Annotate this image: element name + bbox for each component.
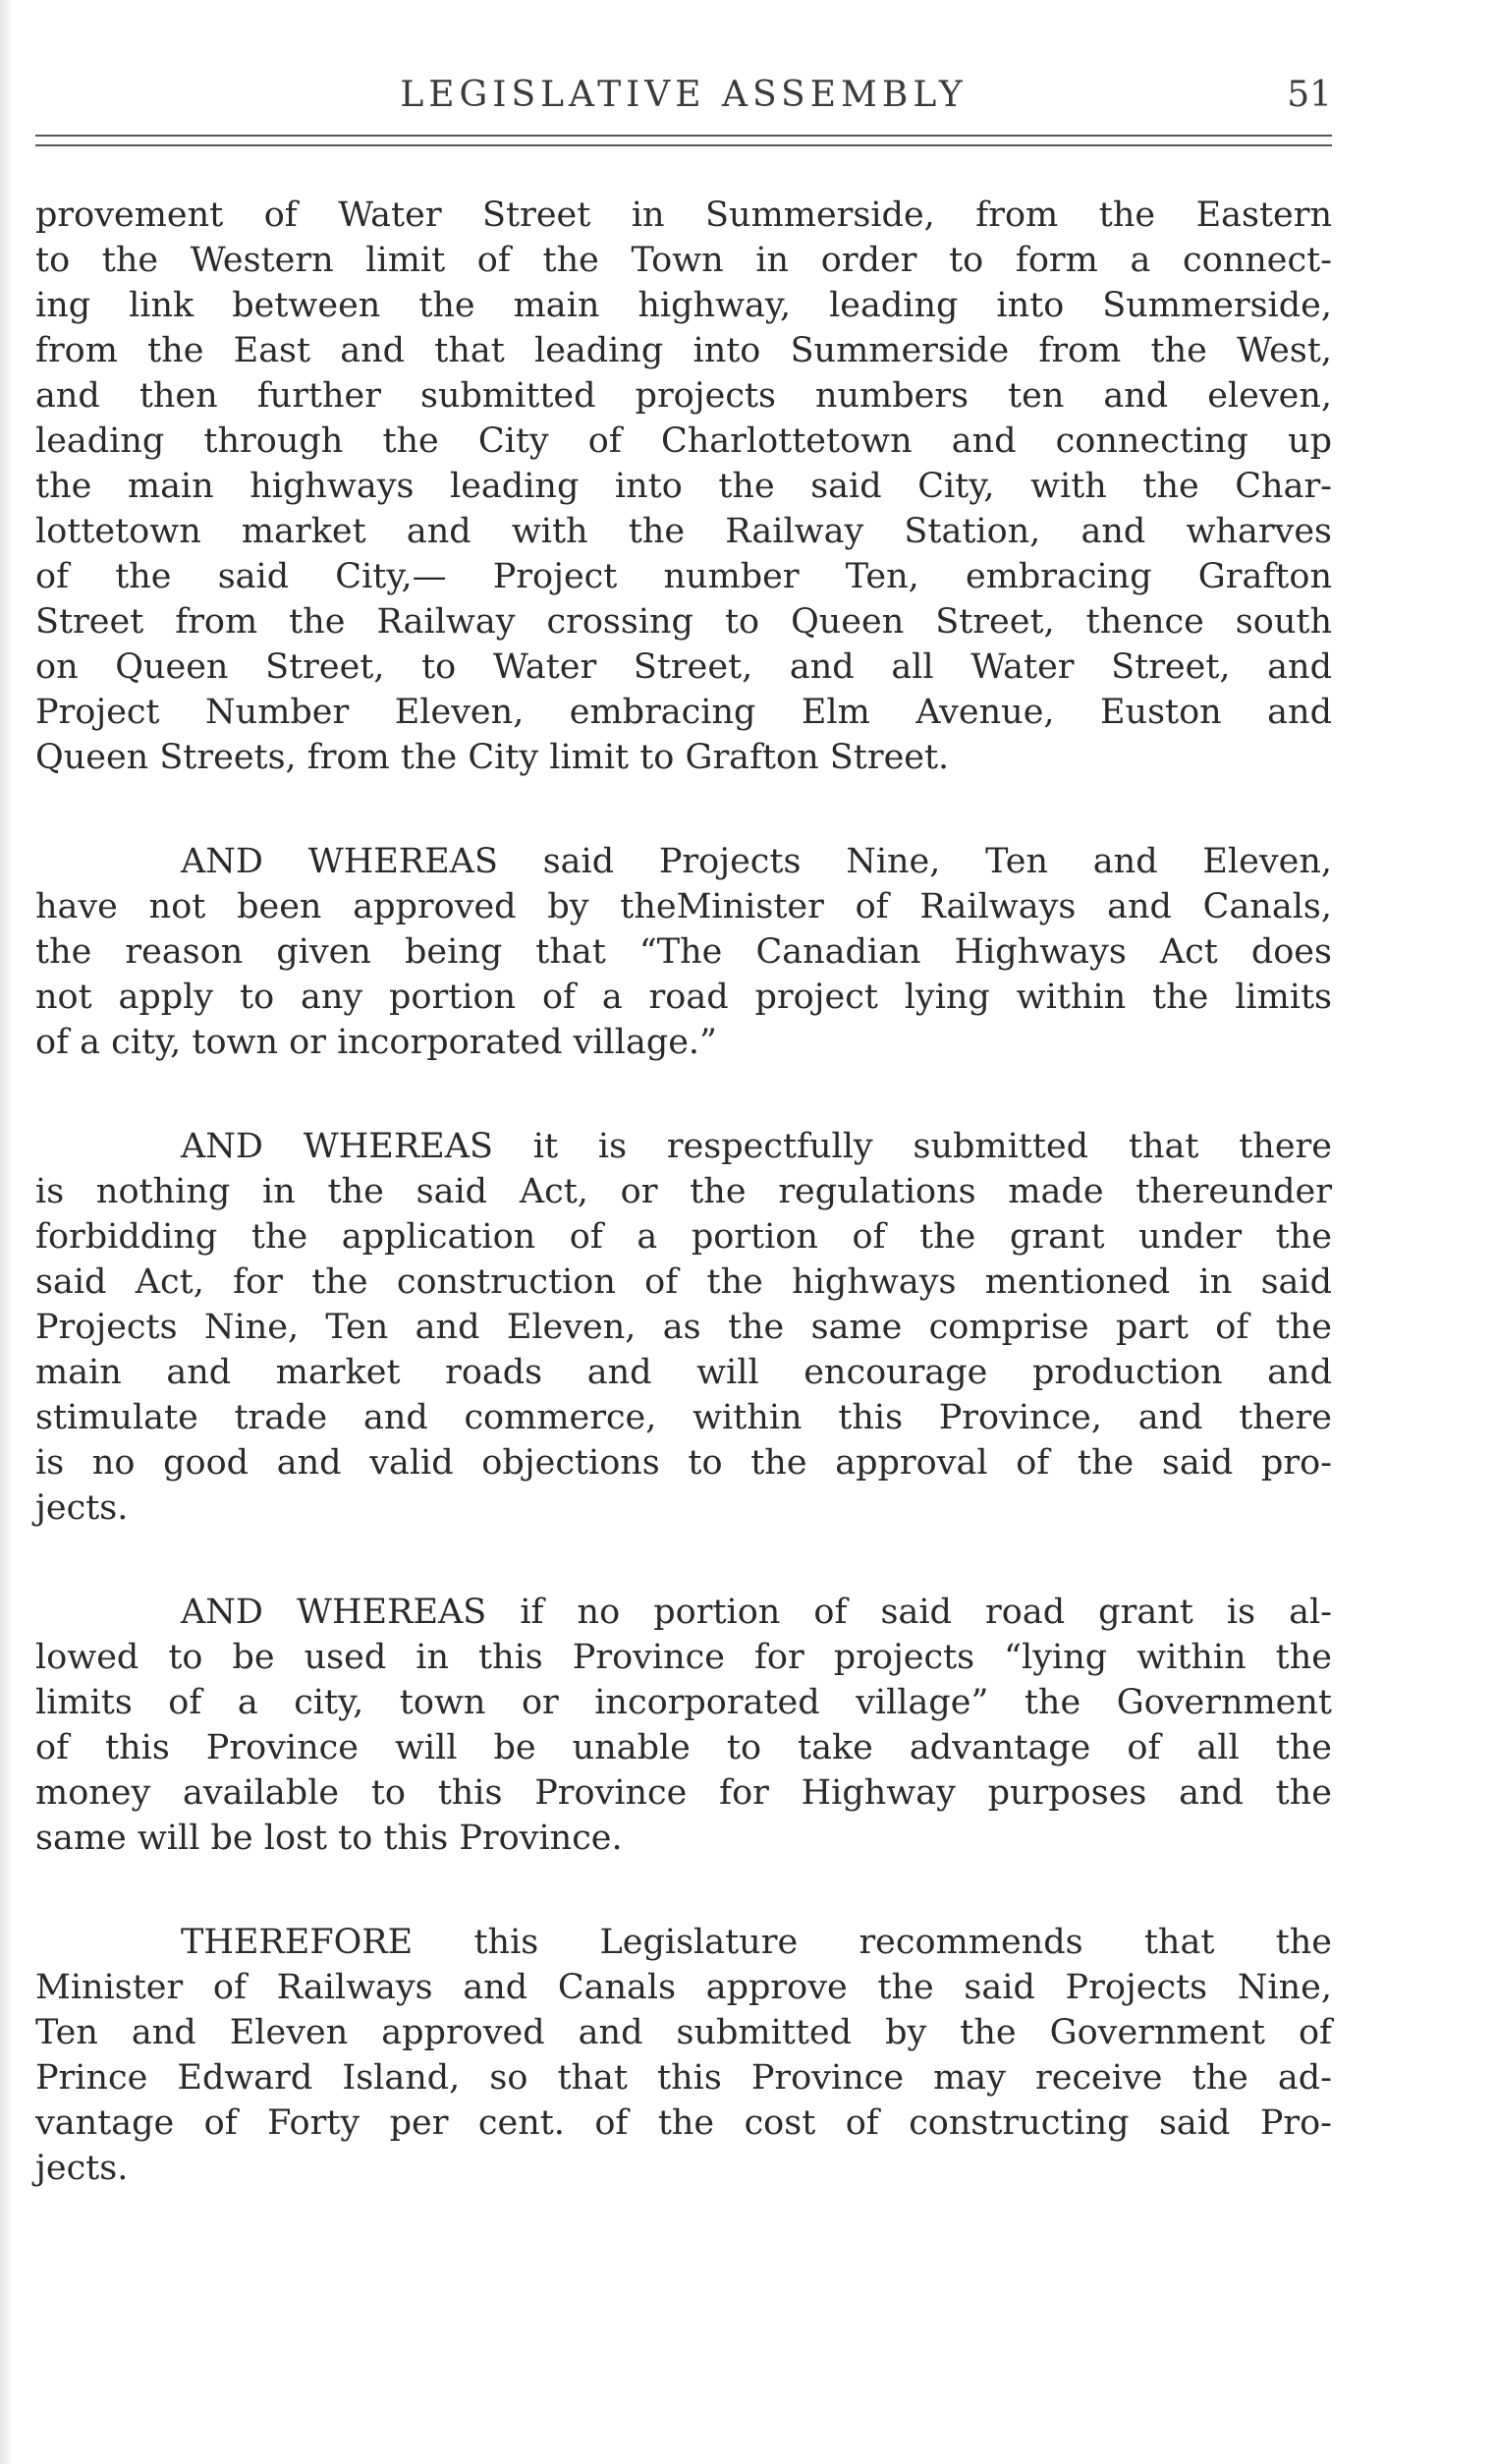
- running-title: LEGISLATIVE ASSEMBLY: [400, 75, 968, 115]
- text-line: and then further submitted projects numbers ten and eleven,: [35, 376, 1332, 416]
- text-line: jects.: [35, 1488, 129, 1528]
- text-line: lowed to be used in this Province for projects “lying within the: [35, 1638, 1332, 1677]
- text-line: AND WHEREAS said Projects Nine, Ten and Eleven,: [181, 842, 1332, 881]
- text-line: Minister of Railways and Canals approve the said Projects Nine,: [35, 1968, 1332, 2007]
- text-line: AND WHEREAS if no portion of said road grant is al-: [181, 1593, 1332, 1632]
- text-line: is nothing in the said Act, or the regulations made thereunder: [35, 1172, 1332, 1211]
- text-line: vantage of Forty per cent. of the cost of constructing said Pro-: [35, 2103, 1332, 2143]
- text-line: not apply to any portion of a road project lying within the limits: [35, 978, 1332, 1017]
- text-line: limits of a city, town or incorporated village” the Government: [35, 1683, 1332, 1722]
- text-line: to the Western limit of the Town in order to form a connect-: [35, 241, 1332, 280]
- text-line: of a city, town or incorporated village.”: [35, 1023, 717, 1062]
- paragraph: [35, 193, 1332, 780]
- text-line: Project Number Eleven, embracing Elm Avenue, Euston and: [35, 693, 1332, 732]
- page-edge-shadow: [0, 0, 14, 2464]
- text-line: said Act, for the construction of the highways mentioned in said: [35, 1262, 1332, 1302]
- text-line: ing link between the main highway, leading into Summerside,: [35, 286, 1332, 325]
- text-line: have not been approved by theMinister of Railways and Canals,: [35, 887, 1332, 926]
- text-line: same will be lost to this Province.: [35, 1819, 623, 1858]
- text-line: of the said City,— Project number Ten, embracing Grafton: [35, 557, 1332, 596]
- text-line: Ten and Eleven approved and submitted by the Government of: [35, 2013, 1332, 2052]
- text-line: of this Province will be unable to take advantage of all the: [35, 1728, 1332, 1767]
- paragraph: [35, 1124, 1332, 1531]
- text-line: provement of Water Street in Summerside, from the Eastern: [35, 196, 1332, 235]
- body-text: [35, 193, 1332, 2250]
- text-line: forbidding the application of a portion of the grant under the: [35, 1217, 1332, 1257]
- text-line: main and market roads and will encourage production and: [35, 1353, 1332, 1392]
- paragraph: [35, 1590, 1332, 1861]
- header-rule-top: [35, 135, 1332, 137]
- paragraph: [35, 839, 1332, 1065]
- text-line: from the East and that leading into Summerside from the West,: [35, 331, 1332, 370]
- text-line: on Queen Street, to Water Street, and all Water Street, and: [35, 647, 1332, 687]
- header-rule-bottom: [35, 144, 1332, 146]
- text-line: the reason given being that “The Canadian Highways Act does: [35, 932, 1332, 972]
- paragraph: [35, 1920, 1332, 2191]
- text-line: Projects Nine, Ten and Eleven, as the same comprise part of the: [35, 1308, 1332, 1347]
- text-line: leading through the City of Charlottetown and connecting up: [35, 421, 1332, 461]
- text-line: THEREFORE this Legislature recommends that the: [181, 1923, 1332, 1962]
- text-line: Queen Streets, from the City limit to Grafton Street.: [35, 738, 950, 777]
- text-line: stimulate trade and commerce, within this Province, and there: [35, 1398, 1332, 1437]
- page-number: 51: [1287, 75, 1332, 115]
- text-line: jects.: [35, 2149, 129, 2188]
- text-line: money available to this Province for Highway purposes and the: [35, 1773, 1332, 1813]
- text-line: Street from the Railway crossing to Queen Street, thence south: [35, 602, 1332, 642]
- page-header: [35, 75, 1332, 134]
- text-line: Prince Edward Island, so that this Province may receive the ad-: [35, 2058, 1332, 2098]
- text-line: AND WHEREAS it is respectfully submitted that there: [181, 1127, 1332, 1166]
- text-line: the main highways leading into the said City, with the Char-: [35, 467, 1332, 506]
- text-line: lottetown market and with the Railway Station, and wharves: [35, 512, 1332, 551]
- text-line: is no good and valid objections to the approval of the said pro-: [35, 1443, 1332, 1483]
